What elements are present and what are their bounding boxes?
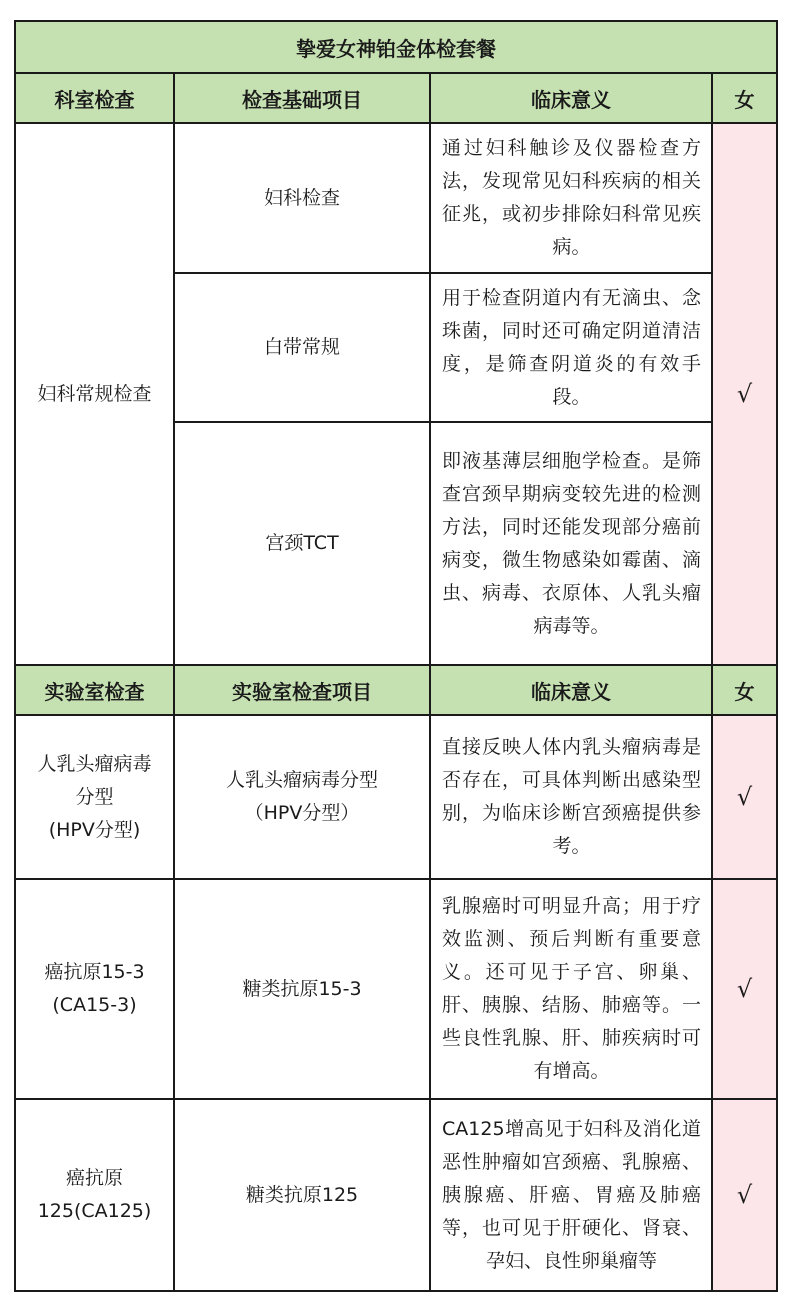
dept-line: (HPV分型) — [48, 818, 141, 841]
lab-meaning: 直接反映人体内乳头瘤病毒是否存在，可具体判断出感染型别，为临床诊断宫颈癌提供参考。 — [430, 715, 712, 879]
header-lab-department: 实验室检查 — [15, 665, 174, 715]
header-female: 女 — [712, 73, 777, 123]
lab-item — [174, 879, 430, 1099]
female-check-mark: √ — [712, 879, 777, 1099]
dept-line: 分型 — [75, 785, 114, 808]
lab-department — [15, 1099, 174, 1291]
lab-item — [174, 715, 430, 879]
item-name: 妇科检查 — [174, 123, 430, 273]
dept-line: (CA15-3) — [52, 994, 137, 1016]
header-clinical-meaning: 临床意义 — [430, 665, 712, 715]
dept-line: 癌抗原15-3 — [44, 961, 145, 983]
item-meaning: 通过妇科触诊及仪器检查方法，发现常见妇科疾病的相关征兆，或初步排除妇科常见疾病。 — [430, 123, 712, 273]
header-clinical-meaning: 临床意义 — [430, 73, 712, 123]
package-title: 挚爱女神铂金体检套餐 — [15, 21, 777, 73]
package-table — [14, 20, 778, 1292]
item-line: （HPV分型） — [244, 802, 360, 824]
item-line: 糖类抗原125 — [245, 1183, 359, 1206]
lab-department — [15, 715, 174, 879]
item-meaning: 用于检查阴道内有无滴虫、念珠菌，同时还可确定阴道清洁度，是筛查阴道炎的有效手段。 — [430, 273, 712, 422]
dept-line: 人乳头瘤病毒 — [37, 752, 152, 775]
female-check-mark: √ — [712, 1099, 777, 1291]
female-check-mark: √ — [712, 715, 777, 879]
header-lab-item: 实验室检查项目 — [174, 665, 430, 715]
item-name: 白带常规 — [174, 273, 430, 422]
header-basic-item: 检查基础项目 — [174, 73, 430, 123]
lab-meaning: 乳腺癌时可明显升高；用于疗效监测、预后判断有重要意义。还可见于子宫、卵巢、肝、胰腺、结肠、肺癌等。一些良性乳腺、肝、肺疾病时可有增高。 — [430, 879, 712, 1099]
item-meaning: 即液基薄层细胞学检查。是筛查宫颈早期病变较先进的检测方法，同时还能发现部分癌前病变，微生物感染如霉菌、滴虫、病毒、衣原体、人乳头瘤病毒等。 — [430, 422, 712, 665]
item-line: 糖类抗原15-3 — [242, 977, 362, 1000]
female-check-mark: √ — [712, 123, 777, 665]
header-female: 女 — [712, 665, 777, 715]
item-name: 宫颈TCT — [174, 422, 430, 665]
lab-item — [174, 1099, 430, 1291]
department-gynecology: 妇科常规检查 — [15, 123, 174, 665]
lab-meaning: CA125增高见于妇科及消化道恶性肿瘤如宫颈癌、乳腺癌、胰腺癌、肝癌、胃癌及肺癌等，也可见于肝硬化、肾衰、孕妇、良性卵巢瘤等 — [430, 1099, 712, 1291]
lab-department — [15, 879, 174, 1099]
header-department: 科室检查 — [15, 73, 174, 123]
dept-line: 125(CA125) — [37, 1200, 152, 1222]
item-line: 人乳头瘤病毒分型 — [225, 769, 378, 791]
dept-line: 癌抗原 — [65, 1167, 123, 1189]
